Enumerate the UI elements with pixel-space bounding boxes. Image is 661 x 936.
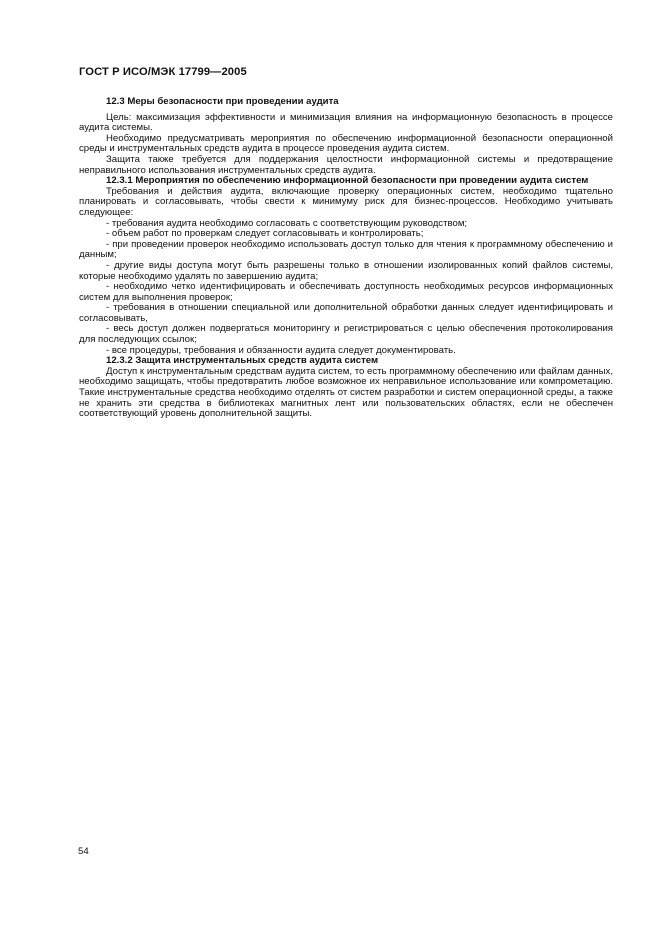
- list-item: - объем работ по проверкам следует согласовывать и контролировать;: [106, 228, 424, 240]
- document-body: [79, 97, 613, 420]
- paragraph: Цель: максимизация эффективности и минимизация влияния на информационную безопасность в процессе аудита системы.: [79, 111, 613, 134]
- list-item: - требования в отношении специальной или дополнительной обработки данных следует идентифицировать и согласовывать,: [79, 302, 613, 324]
- paragraph: Требования и действия аудита, включающие проверку операционных систем, необходимо тщательно планировать и согласовывать, чтобы свести к минимуму риск для бизнес-процессов. Необходимо учитывать следующее:: [79, 185, 613, 218]
- list-item: - весь доступ должен подвергаться мониторингу и регистрироваться с целью обеспечения протоколирования для последующих ссылок;: [79, 323, 613, 346]
- subsection-heading: 12.3.1 Мероприятия по обеспечению информационной безопасности при проведении аудита систем: [106, 175, 589, 187]
- document-header: ГОСТ Р ИСО/МЭК 17799—2005: [79, 66, 247, 78]
- section-heading: 12.3 Меры безопасности при проведении аудита: [106, 96, 339, 107]
- list-item: - требования аудита необходимо согласовать с соответствующим руководством;: [106, 217, 468, 229]
- page-number: 54: [78, 846, 89, 857]
- list-item: - при проведении проверок необходимо использовать доступ только для чтения к программному обеспечению и данным;: [79, 238, 613, 261]
- paragraph: Защита также требуется для поддержания целостности информационной системы и предотвращение неправильного использования инструментальных средств аудита.: [79, 153, 613, 176]
- list-item: - все процедуры, требования и обязанности аудита следует документировать.: [106, 344, 456, 356]
- paragraph: Доступ к инструментальным средствам аудита систем, то есть программному обеспечению или файлам данных, необходимо защищать, чтобы предотвратить любое возможное их неправильное использование или компрометацию. Такие инструментальные средства необходимо отделять от систем разработки и систем операционной среды, а также не хранить эти средства в библиотеках магнитных лент или пользовательских областях, если не обеспечен соответствующий уровень дополнительной защиты.: [79, 365, 613, 420]
- subsection-heading: 12.3.2 Защита инструментальных средств аудита систем: [106, 355, 379, 367]
- list-item: - другие виды доступа могут быть разрешены только в отношении изолированных копий файлов системы, которые необходимо удалять по завершению аудита;: [79, 259, 613, 282]
- paragraph: Необходимо предусматривать мероприятия по обеспечению информационной безопасности операционной среды и инструментальных средств аудита в процессе проведения аудита систем.: [79, 132, 613, 155]
- list-item: - необходимо четко идентифицировать и обеспечивать доступность необходимых ресурсов информационных систем для выполнения проверок;: [79, 281, 613, 303]
